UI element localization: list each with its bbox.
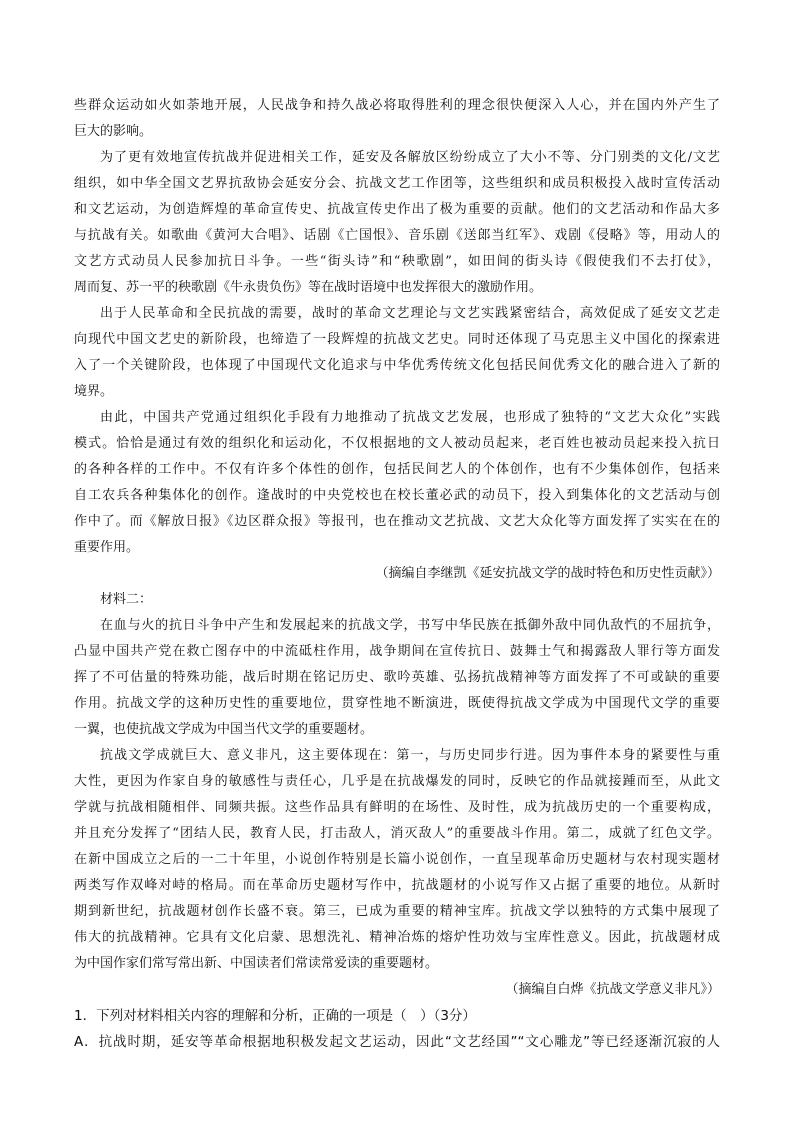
source-citation: （摘编自白烨《抗战文学意义非凡》）	[505, 982, 720, 997]
paragraph-line: 组织，如中华全国文艺界抗敌协会延安分会、抗战文艺工作团等，这些组织和成员积极投入战时宣传活动	[74, 176, 720, 191]
paragraph-line: 的各种各样的工作中。不仅有许多个体性的创作，包括民间艺人的个体创作，也有不少集体创作，包括来	[74, 462, 720, 477]
paragraph-line: 两类写作双峰对峙的格局。而在革命历史题材写作中，抗战题材的小说写作又占据了重要的地位。从新时	[74, 878, 720, 893]
paragraph-line: 境界。	[74, 384, 114, 399]
paragraph-line: 为了更有效地宣传抗战并促进相关工作，延安及各解放区纷纷成立了大小不等、分门别类的文化/文艺	[100, 150, 720, 165]
paragraph-line: 巨大的影响。	[74, 124, 153, 139]
question-stem: 1．下列对材料相关内容的理解和分析，正确的一项是（ ）（3分）	[74, 1008, 476, 1024]
paragraph-line: 自工农兵各种集体化的创作。逢战时的中央党校也在校长董必武的动员下，投入到集体化的文艺活动与创	[74, 488, 720, 503]
paragraph-line: 向现代中国文艺史的新阶段，也缔造了一段辉煌的抗战文艺史。同时还体现了马克思主义中国化的探索进	[74, 332, 720, 347]
paragraph-line: 挥了不可估量的特殊功能，战后时期在铭记历史、歌吟英雄、弘扬抗战精神等方面发挥了不可或缺的重要	[74, 670, 720, 685]
paragraph-line: 文艺方式动员人民参加抗日斗争。一些“街头诗”和“秧歌剧”，如田间的街头诗《假使我们不去打仗》，	[74, 254, 720, 269]
paragraph-line: 作中了。而《解放日报》《边区群众报》等报刊，也在推动文艺抗战、文艺大众化等方面发挥了实实在在的	[74, 514, 720, 529]
paragraph-line: 周而复、苏一平的秧歌剧《牛永贵负伤》等在战时语境中也发挥很大的激励作用。	[74, 280, 543, 295]
paragraph-line: 和文艺运动，为创造辉煌的革命宣传史、抗战宣传史作出了极为重要的贡献。他们的文艺活动和作品大多	[74, 202, 720, 217]
paragraph-line: 入了一个关键阶段，也体现了中国现代文化追求与中华优秀传统文化包括民间优秀文化的融合进入了新的	[74, 358, 720, 373]
paragraph-line: 由此，中国共产党通过组织化手段有力地推动了抗战文艺发展，也形成了独特的“文艺大众化”实践	[100, 410, 720, 425]
answer-option-a: A．抗战时期，延安等革命根据地积极发起文艺运动，因此“文艺经国”“文心雕龙”等已经逐渐沉寂的人	[74, 1034, 720, 1050]
paragraph-line: 为中国作家们常写常出新、中国读者们常读常爱读的重要题材。	[74, 956, 439, 971]
paragraph-line: 伟大的抗战精神。它具有文化启蒙、思想洗礼、精神冶炼的熔炉性功效与宝库性意义。因此，抗战题材成	[74, 930, 720, 945]
paragraph-line: 学就与抗战相随相伴、同频共振。这些作品具有鲜明的在场性、及时性，成为抗战历史的一个重要构成，	[74, 800, 720, 815]
section-heading: 材料二：	[100, 592, 153, 607]
paragraph-line: 在血与火的抗日斗争中产生和发展起来的抗战文学，书写中华民族在抵御外敌中同仇敌忾的不屈抗争，	[100, 618, 720, 633]
paragraph-line: 些群众运动如火如荼地开展，人民战争和持久战必将取得胜利的理念很快便深入人心，并在国内外产生了	[74, 98, 720, 113]
paragraph-line: 并且充分发挥了“团结人民，教育人民，打击敌人，消灭敌人”的重要战斗作用。第二，成就了红色文学。	[74, 826, 720, 841]
paragraph-line: 作用。抗战文学的这种历史性的重要地位，贯穿性地不断演进，既使得抗战文学成为中国现代文学的重要	[74, 696, 720, 711]
paragraph-line: 凸显中国共产党在救亡图存中的中流砥柱作用，战争期间在宣传抗日、鼓舞士气和揭露敌人罪行等方面发	[74, 644, 720, 659]
paragraph-line: 抗战文学成就巨大、意义非凡，这主要体现在：第一，与历史同步行进。因为事件本身的紧要性与重	[100, 748, 720, 763]
paragraph-line: 大性，更因为作家自身的敏感性与责任心，几乎是在抗战爆发的同时，反映它的作品就接踵而至，从此文	[74, 774, 720, 789]
paragraph-line: 重要作用。	[74, 540, 140, 555]
paragraph-line: 出于人民革命和全民抗战的需要，战时的革命文艺理论与文艺实践紧密结合，高效促成了延安文艺走	[100, 306, 720, 321]
source-citation: （摘编自李继凯《延安抗战文学的战时特色和历史性贡献》）	[375, 566, 720, 581]
paragraph-line: 一翼，也使抗战文学成为中国当代文学的重要题材。	[74, 722, 374, 737]
paragraph-line: 期到新世纪，抗战题材创作长盛不衰。第三，已成为重要的精神宝库。抗战文学以独特的方式集中展现了	[74, 904, 720, 919]
paragraph-line: 与抗战有关。如歌曲《黄河大合唱》、话剧《亡国恨》、音乐剧《送郎当红军》、戏剧《侵略》等，用动人的	[74, 228, 720, 243]
paragraph-line: 模式。恰恰是通过有效的组织化和运动化，不仅根据地的文人被动员起来，老百姓也被动员起来投入抗日	[74, 436, 720, 451]
paragraph-line: 在新中国成立之后的一二十年里，小说创作特别是长篇小说创作，一直呈现革命历史题材与农村现实题材	[74, 852, 720, 867]
